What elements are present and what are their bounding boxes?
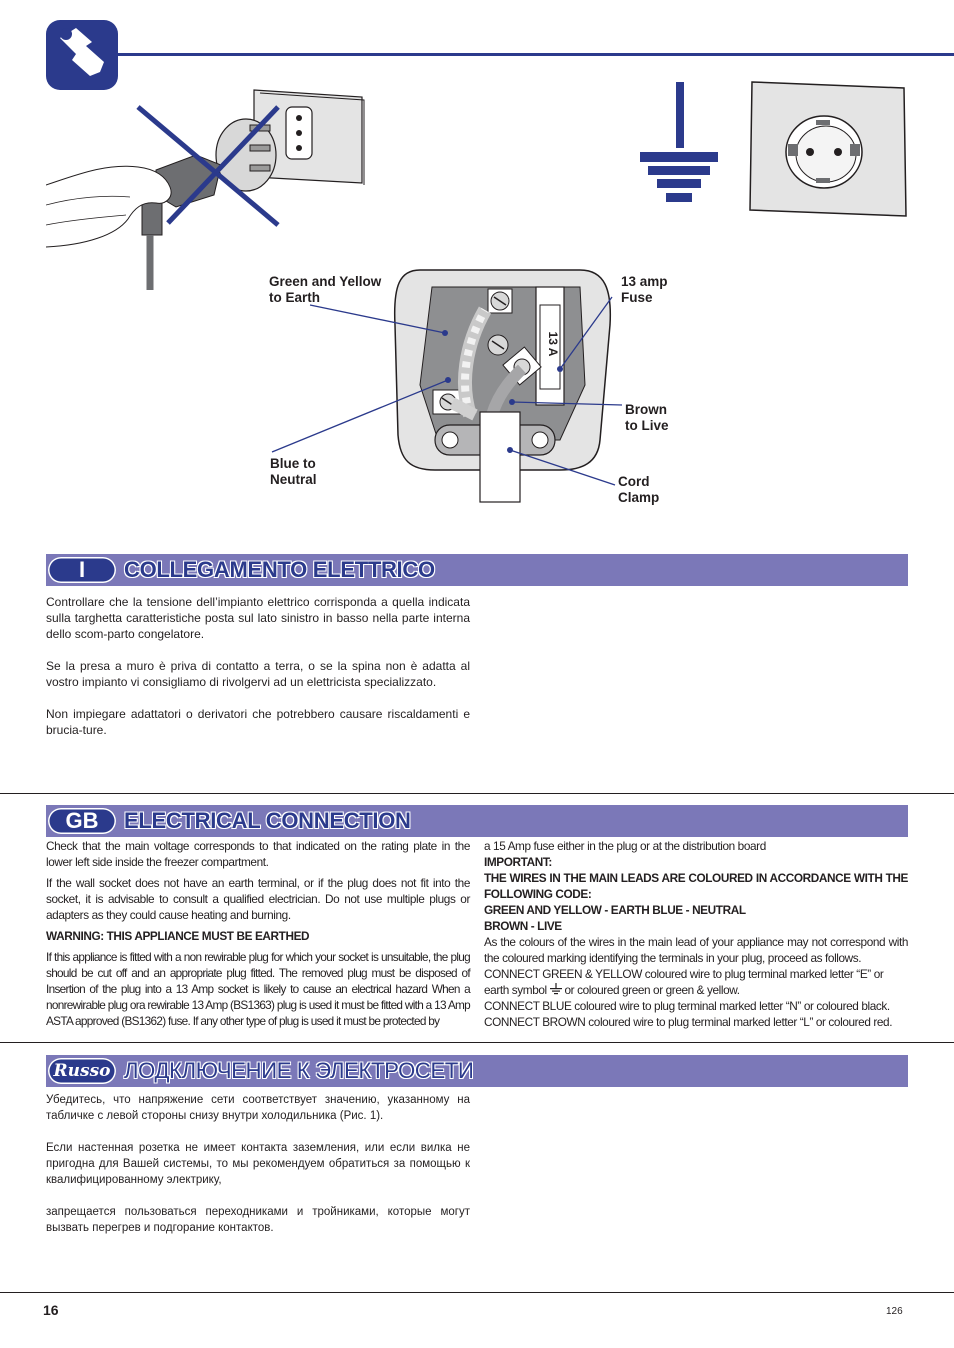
- paragraph: запрещается пользоваться переходниками и тройниками, которые могут вызвать перегрев и подгорание контактов.: [46, 1206, 470, 1234]
- page-number: 16: [43, 1302, 59, 1318]
- paragraph: CONNECT BLUE coloured wire to plug terminal marked letter “N” or coloured black.: [484, 999, 890, 1013]
- document-number: 126: [886, 1306, 903, 1317]
- label-blue: Blue to Neutral: [270, 456, 317, 487]
- label-fuse: 13 amp Fuse: [621, 274, 668, 305]
- earth-symbol-icon: [550, 983, 562, 995]
- section-bar-gb: [46, 805, 908, 837]
- paragraph: Если настенная розетка не имеет контакта заземления, или если вилка не пригодна для Вашей системы, то мы рекомендуем обратиться за помощью к квалифицированному электрику,: [46, 1142, 470, 1186]
- section-bar-it: [46, 554, 908, 586]
- colour-code-text: BROWN - LIVE: [484, 919, 562, 933]
- wrench-icon: [46, 20, 118, 90]
- paragraph: If this appliance is fitted with a non rewirable plug for which your socket is unsuitable, the plug should be cut off and an appropriate plug fitted. The removed plug must be disposed of Insertion of the plug into a 13 Amp socket is likely to cause an electrical hazard When a nonrewirable plug ora rewirable 13 Amp (BS1363) plug is used it must be fitted with a 13 Amp ASTA approved (BS1362) fuse. If any other type of plug is used it must be protected by: [46, 950, 470, 1028]
- section-title-ru: ЛОДКЛЮЧЕНИЕ К ЭЛЕКТРОСЕТИ: [124, 1058, 474, 1083]
- section-title-gb: ELECTRICAL CONNECTION: [124, 808, 411, 833]
- text-column-gb-left: [46, 838, 470, 1034]
- paragraph: If the wall socket does not have an earth terminal, or if the plug does not fit into the socket, it is advisable to consult a qualified electrician. Do not use multiple plugs or adapters as they could cause heating and burning.: [46, 876, 470, 922]
- paragraph: As the colours of the wires in the main lead of your appliance may not correspond with the coloured marking identifying the terminals in your plug, proceed as follows.: [484, 935, 908, 965]
- label-brown: Brown to Live: [625, 402, 669, 433]
- text-column-it: [46, 594, 470, 754]
- section-divider: [0, 1042, 954, 1043]
- paragraph: Non impiegare adattatori o derivatori che potrebbero causare riscaldamenti e brucia-ture.: [46, 707, 470, 737]
- paragraph: Se la presa a muro è priva di contatto a terra, o se la spina non è adatta al vostro impianto vi consigliamo di rivolgervi ad un elettricista specializzato.: [46, 659, 470, 689]
- text-column-gb-right: [484, 838, 908, 1030]
- paragraph: Check that the main voltage corresponds to that indicated on the rating plate in the lower left side inside the freezer compartment.: [46, 839, 470, 869]
- paragraph: Убедитесь, что напряжение сети соответствует значению, указанному на табличке с левой стороны снизу внутри холодильника (Рис. 1).: [46, 1094, 470, 1122]
- warning-text: WARNING: THIS APPLIANCE MUST BE EARTHED: [46, 929, 310, 943]
- section-divider: [0, 793, 954, 794]
- colour-code-text: THE WIRES IN THE MAIN LEADS ARE COLOURED IN ACCORDANCE WITH THE FOLLOWING CODE:: [484, 871, 908, 901]
- footer-rule: [0, 1292, 954, 1293]
- lang-badge-ru: Russo: [48, 1058, 116, 1084]
- paragraph: Controllare che la tensione dell’impianto elettrico corrisponda a quella indicata sulla targhetta caratteristiche posta sul lato sinistro in basso nella parte interna dello scom-parto congelatore.: [46, 595, 470, 641]
- text-column-ru: [46, 1092, 470, 1252]
- label-cord-clamp: Cord Clamp: [618, 474, 660, 505]
- lang-badge-it: I: [48, 557, 116, 583]
- header-rule: [110, 53, 954, 56]
- fuse-marking: 13 A: [546, 331, 560, 357]
- paragraph: CONNECT BROWN coloured wire to plug terminal marked letter “L” or coloured red.: [484, 1015, 893, 1029]
- label-green-yellow: Green and Yellow to Earth: [269, 274, 382, 305]
- section-title-it: COLLEGAMENTO ELETTRICO: [124, 557, 435, 582]
- paragraph: CONNECT GREEN & YELLOW coloured wire to plug terminal marked letter “E” or earth symbol or coloured green or green & yellow.: [484, 967, 884, 997]
- lang-badge-gb: GB: [48, 808, 116, 834]
- crossed-adapter-illustration: [46, 85, 366, 290]
- earth-symbol-icon: [640, 82, 720, 204]
- schuko-socket-illustration: [746, 80, 910, 220]
- section-bar-ru: [46, 1055, 908, 1087]
- colour-code-text: GREEN AND YELLOW - EARTH BLUE - NEUTRAL: [484, 903, 746, 917]
- paragraph: a 15 Amp fuse either in the plug or at the distribution board: [484, 839, 766, 853]
- important-heading: IMPORTANT:: [484, 855, 552, 869]
